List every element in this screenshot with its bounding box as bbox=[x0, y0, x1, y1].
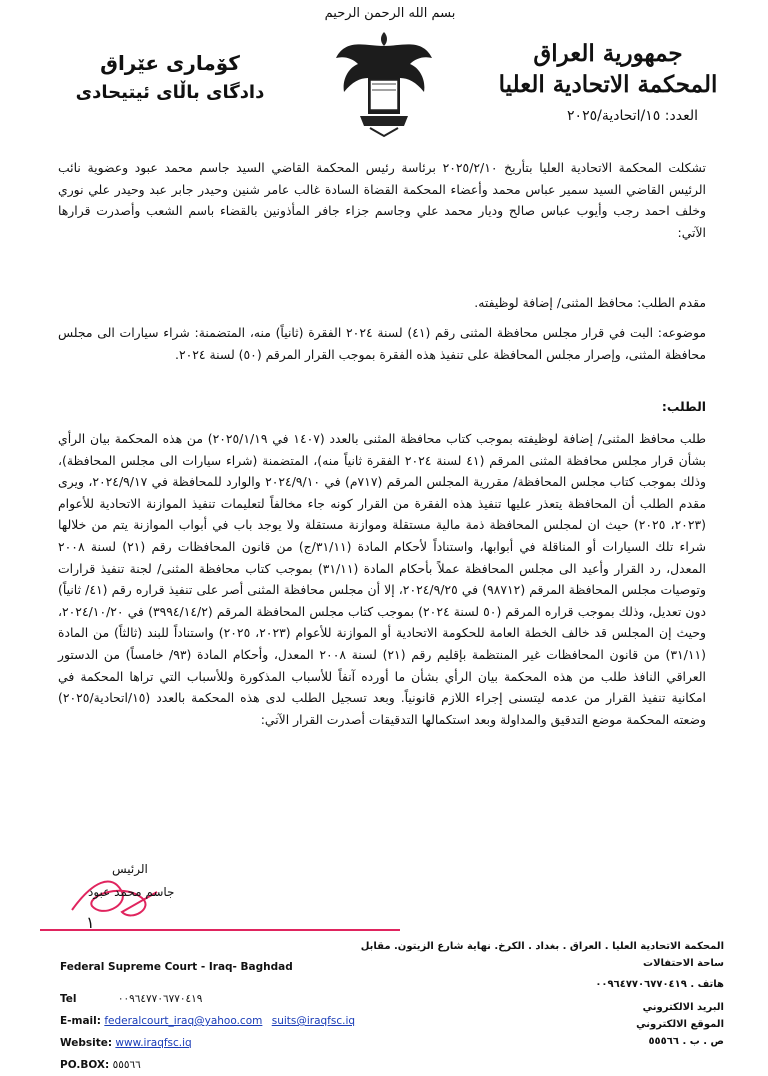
pobox-arabic: ص . ب . ٥٥٥٦٦ bbox=[648, 1036, 724, 1047]
intro-paragraph: تشكلت المحكمة الاتحادية العليا بتأريخ ٢٠٢٥/٢/١٠ برئاسة رئيس المحكمة القاضي السيد جاسم محمد عبود وعضوية نائب الرئيس القاضي السيد سمير عباس محمد وأعضاء المحكمة القضاة السادة غالب عامر شنين وحيدر جابر عبد وحيدر علي نوري وخلف احمد رجب وأيوب عباس صالح وديار محمد علي وجاسم جزاء جافر المأذونين بالقضاء باسم الشعب وأصدرت قرارها الآتي: bbox=[58, 160, 706, 240]
applicant-line: مقدم الطلب: محافظ المثنى/ إضافة لوظيفته. bbox=[474, 295, 706, 310]
email-link-secondary[interactable]: suits@iraqfsc.iq bbox=[271, 1015, 356, 1027]
subject-paragraph: موضوعه: البت في قرار مجلس محافظة المثنى رقم (٤١) لسنة ٢٠٢٤ الفقرة (ثانياً) منه، المتضمنة: شراء سيارات الى مجلس محافظة المثنى، وإصرار مجلس المحافظة على تنفيذ هذه الفقرة بموجب القرار المرقم (٥٠) لسنة ٢٠٢٤. bbox=[58, 325, 706, 362]
country-name-kurdish: كۆماری عێراق bbox=[100, 51, 240, 75]
address-arabic: المحكمة الاتحادية العليا . العراق . بغداد . الكرخ. نهاية شارع الزيتون. مقابل ساحة الاحتفالات bbox=[360, 941, 724, 969]
website-link[interactable]: www.iraqfsc.iq bbox=[115, 1037, 192, 1049]
email-label-arabic: البريد الالكتروني bbox=[642, 1002, 724, 1013]
court-name-kurdish: دادگای باڵای ئیتیحادی bbox=[75, 82, 265, 103]
eagle-emblem-icon bbox=[330, 28, 438, 138]
phone-arabic: هاتف . ٠٠٩٦٤٧٧٠٦٧٧٠٤١٩ bbox=[595, 979, 724, 990]
pobox-number: ٥٥٥٦٦ bbox=[112, 1059, 141, 1071]
footer-arabic bbox=[354, 938, 724, 1050]
website-label: Website: bbox=[60, 1037, 113, 1049]
page-number: ١ bbox=[86, 913, 95, 932]
website-label-arabic: الموقع الالكتروني bbox=[636, 1019, 724, 1030]
court-name-english: Federal Supreme Court - Iraq- Baghdad bbox=[60, 961, 293, 973]
court-name: المحكمة الاتحادية العليا bbox=[498, 71, 718, 98]
reference-number: العدد: ١٥/اتحادية/٢٠٢٥ bbox=[567, 108, 698, 124]
email-link-primary[interactable]: federalcourt_iraq@yahoo.com bbox=[104, 1015, 263, 1027]
footer-english bbox=[60, 956, 355, 1076]
request-heading: الطلب: bbox=[661, 399, 706, 414]
request-paragraph: طلب محافظ المثنى/ إضافة لوظيفته بموجب كتاب محافظة المثنى بالعدد (١٤٠٧ في ٢٠٢٥/١/١٩) من هذه المحكمة بيان الرأي بشأن قرار مجلس محافظة المثنى المرقم (٤١ لسنة ٢٠٢٤ الفقرة ثانياً منه)، المتضمنة (شراء سيارات الى مجلس المحافظة)، وذلك بموجب كتاب مجلس المحافظة/ مقررية المجلس المرقم (٧١٧م) في ٢٠٢٤/٩/١٠ والوارد للمحافظة في ٢٠٢٤/٩/١٧، ويرى مقدم الطلب أن المحافظة يتعذر عليها تنفيذ هذه الفقرة من القرار كونه جاء مخالفاً لتعليمات تنفيذ الموازنة الاتحادية للأعوام (٢٠٢٣، ٢٠٢٥) حيث ان لمجلس المحافظة ذمة مالية مستقلة وموازنة مستقلة ولا يوجد باب في أبواب الموازنة يتم من خلالها شراء تلك السيارات أو المناقلة في أبوابها، واستناداً لأحكام المادة (٣١/١١/ج) من قانون المحافظات رقم (٢١) لسنة ٢٠٠٨ المعدل، رد القرار وأعيد الى مجلس المحافظة عملاً بأحكام المادة (٣١/١١) بموجب كتاب محافظة المثنى/ لجنة تنفيذ قرارات وتوصيات مجلس المحافظة المرقم (٩٨٧١٢) في ٢٠٢٤/٩/٢٥، إلا أن مجلس محافظة المثنى أصر على تنفيذ قراره رقم (٤١/ ثانياً) دون تعديل، وذلك بموجب قراره المرقم (٥٠ لسنة ٢٠٢٤) بموجب كتاب مجلس المحافظة المرقم (٣٩٩٤/١٤/٢) في ٢٠٢٤/١٠/٢٠، وحيث إن المجلس قد خالف الخطة العامة للحكومة الاتحادية أو الموازنة للأعوام (٢٠٢٣، ٢٠٢٥) واستناداً للبند (ثالثاً) من المادة (٣١/١١) من قانون المحافظات غير المنتظمة بإقليم رقم (٢١) لسنة ٢٠٠٨ المعدل، وأحكام المادة (٩٣/ خامساً) من الدستور العراقي النافذ طلب من هذه المحكمة بيان الرأي بشأن ما أورده آنفاً للأسباب المذكورة وللأسباب التي تراها المحكمة في امكانية تنفيذ القرار من عدمه ليتسنى إجراء اللازم قانونياً. وبعد تسجيل الطلب لدى هذه المحكمة بالعدد (١٥/اتحادية/٢٠٢٥) وضعته المحكمة موضع التدقيق والمداولة وبعد استكمالها التدقيقات أصدرت القرار الآتي: bbox=[58, 431, 707, 727]
signature-name: جاسم محمد عبود bbox=[88, 885, 175, 899]
pobox-label: PO.BOX: bbox=[60, 1059, 110, 1071]
email-label: E-mail: bbox=[60, 1015, 101, 1027]
header-arabic bbox=[488, 40, 728, 130]
basmala: بسم الله الرحمن الرحيم bbox=[324, 6, 456, 21]
tel-label: Tel bbox=[60, 993, 77, 1005]
tel-number: ٠٠٩٦٤٧٧٠٦٧٧٠٤١٩ bbox=[117, 993, 203, 1005]
header-kurdish bbox=[60, 48, 280, 108]
country-name: جمهورية العراق bbox=[533, 40, 683, 67]
signature-title: الرئيس bbox=[112, 862, 148, 876]
